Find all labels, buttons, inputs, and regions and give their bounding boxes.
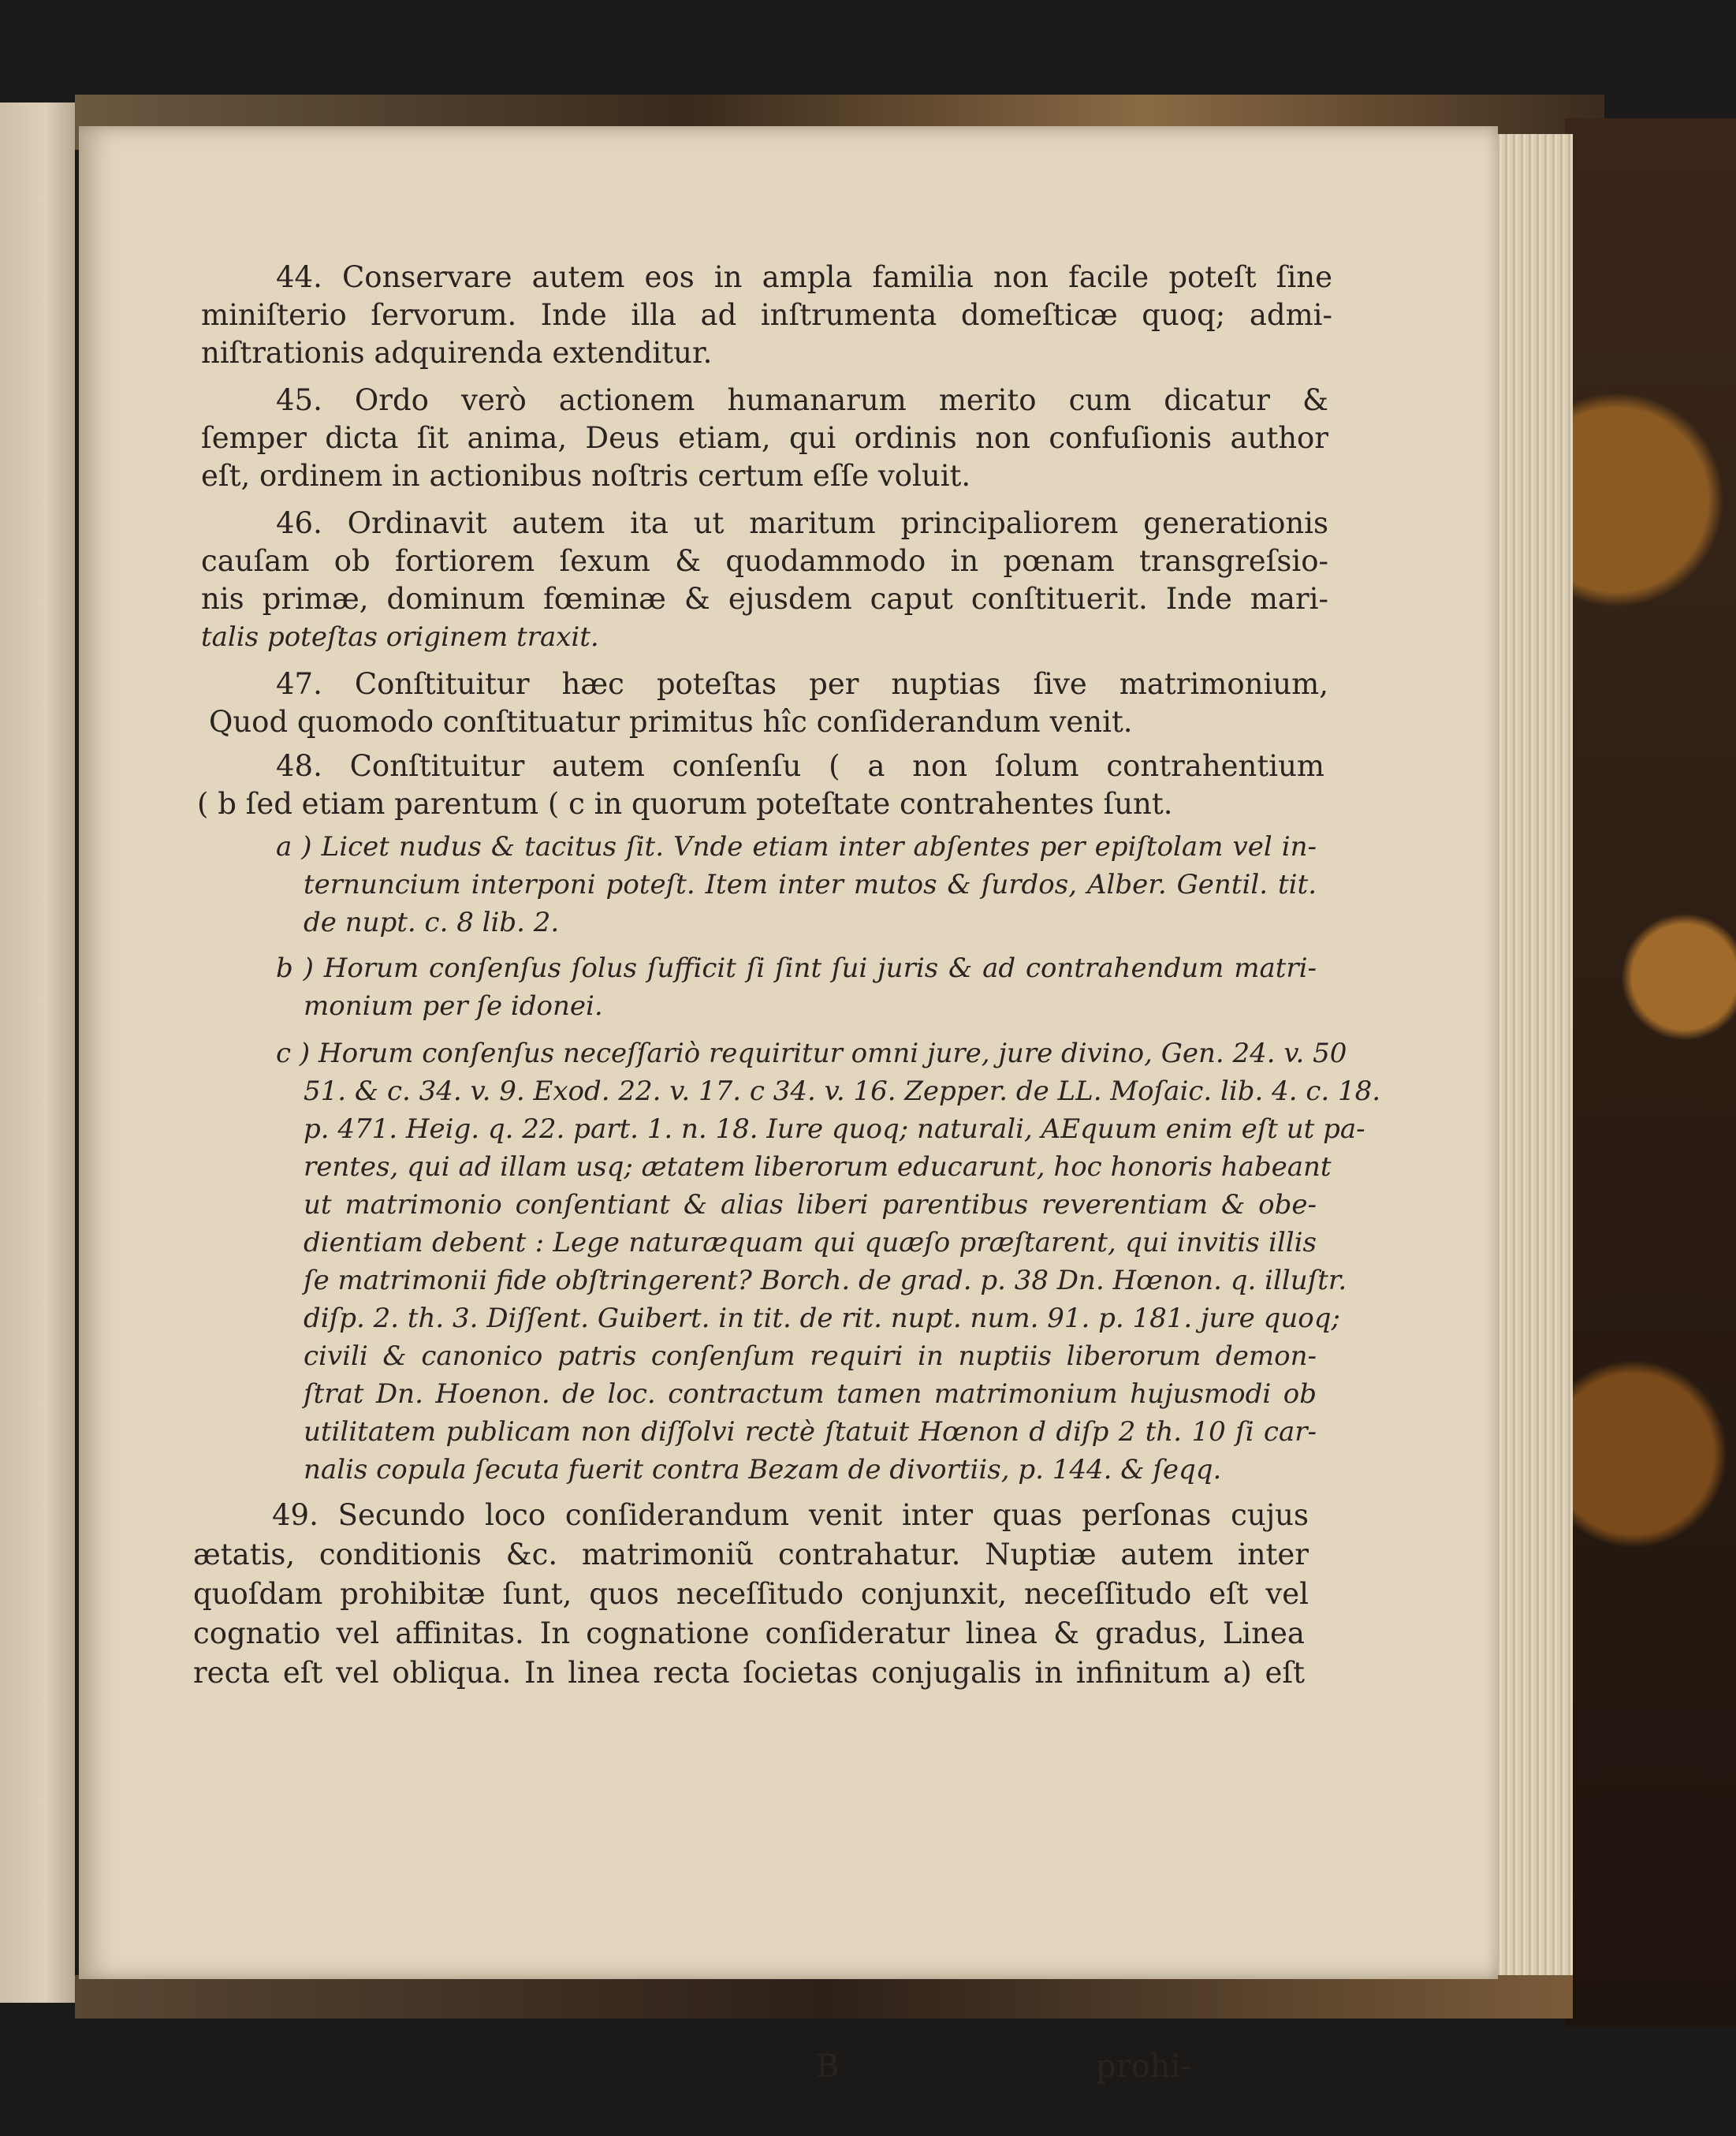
text-line: nis primæ, dominum fœminæ & ejusdem caput conſtituerit. Inde mari-: [201, 582, 1328, 616]
text-line: miniſterio ſervorum. Inde illa ad inſtrumenta domeſticæ quoq; admi-: [201, 298, 1332, 332]
text-line: 46. Ordinavit autem ita ut maritum principaliorem generationis: [276, 506, 1328, 540]
note-line: civili & canonico patris conſenſum requiri in nuptiis liberorum demon-: [304, 1340, 1317, 1372]
text-line: 49. Secundo loco conſiderandum venit inter quas perſonas cujus: [272, 1498, 1309, 1532]
catchword: prohi-: [1096, 2048, 1191, 2085]
note-line: ſtrat Dn. Hoenon. de loc. contractum tamen matrimonium hujusmodi ob: [304, 1378, 1317, 1410]
note-line: diſp. 2. th. 3. Diſſent. Guibert. in tit. de rit. nupt. num. 91. p. 181. jure quoq;: [304, 1303, 1340, 1334]
note-line: ut matrimonio conſentiant & alias liberi parentibus reverentiam & obe-: [304, 1189, 1317, 1221]
note-line: utilitatem publicam non diſſolvi rectè ſtatuit Hœnon d diſp 2 th. 10 ſi car-: [304, 1416, 1317, 1448]
text-line: 44. Conservare autem eos in ampla familia non facile poteſt ſine: [276, 260, 1332, 294]
page-text-block: [118, 130, 1381, 1865]
text-line: 45. Ordo verò actionem humanarum merito cum dicatur &: [276, 383, 1328, 417]
text-line: Quod quomodo conſtituatur primitus hîc conſiderandum venit.: [209, 705, 1133, 739]
marbled-cover-board: [1565, 118, 1736, 2026]
note-line: dientiam debent : Lege naturæquam qui quæſo præſtarent, qui invitis illis: [304, 1227, 1317, 1258]
note-line: p. 471. Heig. q. 22. part. 1. n. 18. Iure quoq; naturali, AEquum enim eſt ut pa-: [304, 1113, 1365, 1145]
note-line: de nupt. c. 8 lib. 2.: [304, 907, 560, 938]
note-line: ternuncium interponi poteſt. Item inter mutos & ſurdos, Alber. Gentil. tit.: [304, 869, 1317, 900]
note-line: a ) Licet nudus & tacitus ſit. Vnde etiam inter abſentes per epiſtolam vel in-: [276, 831, 1317, 863]
text-line: recta eſt vel obliqua. In linea recta ſocietas conjugalis in infinitum a) eſt: [193, 1656, 1305, 1690]
signature-mark: B: [816, 2048, 840, 2085]
note-line: 51. & c. 34. v. 9. Exod. 22. v. 17. c 34. v. 16. Zepper. de LL. Moſaic. lib. 4. c. 18.: [304, 1075, 1381, 1107]
left-page-edge: [0, 103, 75, 2003]
text-line: ætatis, conditionis &c. matrimoniũ contrahatur. Nuptiæ autem inter: [193, 1538, 1309, 1571]
text-line: ſemper dicta ſit anima, Deus etiam, qui ordinis non confuſionis author: [201, 421, 1328, 455]
page-fore-edge: [1486, 134, 1573, 1987]
text-line: talis poteſtas originem traxit.: [201, 621, 599, 653]
bottom-binding: [75, 1975, 1573, 2019]
text-line: ( b ſed etiam parentum ( c in quorum poteſtate contrahentes ſunt.: [197, 787, 1173, 821]
text-line: cognatio vel affinitas. In cognatione conſideratur linea & gradus, Linea: [193, 1616, 1305, 1650]
text-line: cauſam ob fortiorem ſexum & quodammodo in pœnam transgreſsio-: [201, 544, 1328, 578]
note-line: rentes, qui ad illam usq; ætatem liberorum educarunt, hoc honoris habeant: [304, 1151, 1332, 1183]
text-line: niſtrationis adquirenda extenditur.: [201, 336, 713, 370]
note-line: b ) Horum conſenſus ſolus ſufficit ſi ſint ſui juris & ad contrahendum matri-: [276, 952, 1317, 984]
text-line: eſt, ordinem in actionibus noſtris certum eſſe voluit.: [201, 459, 971, 493]
text-line: quoſdam prohibitæ ſunt, quos neceſſitudo conjunxit, neceſſitudo eſt vel: [193, 1577, 1309, 1611]
note-line: nalis copula ſecuta fuerit contra Bezam de divortiis, p. 144. & ſeqq.: [304, 1454, 1222, 1486]
note-line: c ) Horum conſenſus neceſſariò requiritur omni jure, jure divino, Gen. 24. v. 50: [276, 1038, 1347, 1069]
text-line: 47. Conſtituitur hæc poteſtas per nuptias ſive matrimonium,: [276, 667, 1328, 701]
note-line: ſe matrimonii fide obſtringerent? Borch. de grad. p. 38 Dn. Hœnon. q. illuſtr.: [304, 1265, 1347, 1296]
note-line: monium per ſe idonei.: [304, 990, 603, 1022]
text-line: 48. Conſtituitur autem conſenſu ( a non ſolum contrahentium: [276, 749, 1324, 783]
